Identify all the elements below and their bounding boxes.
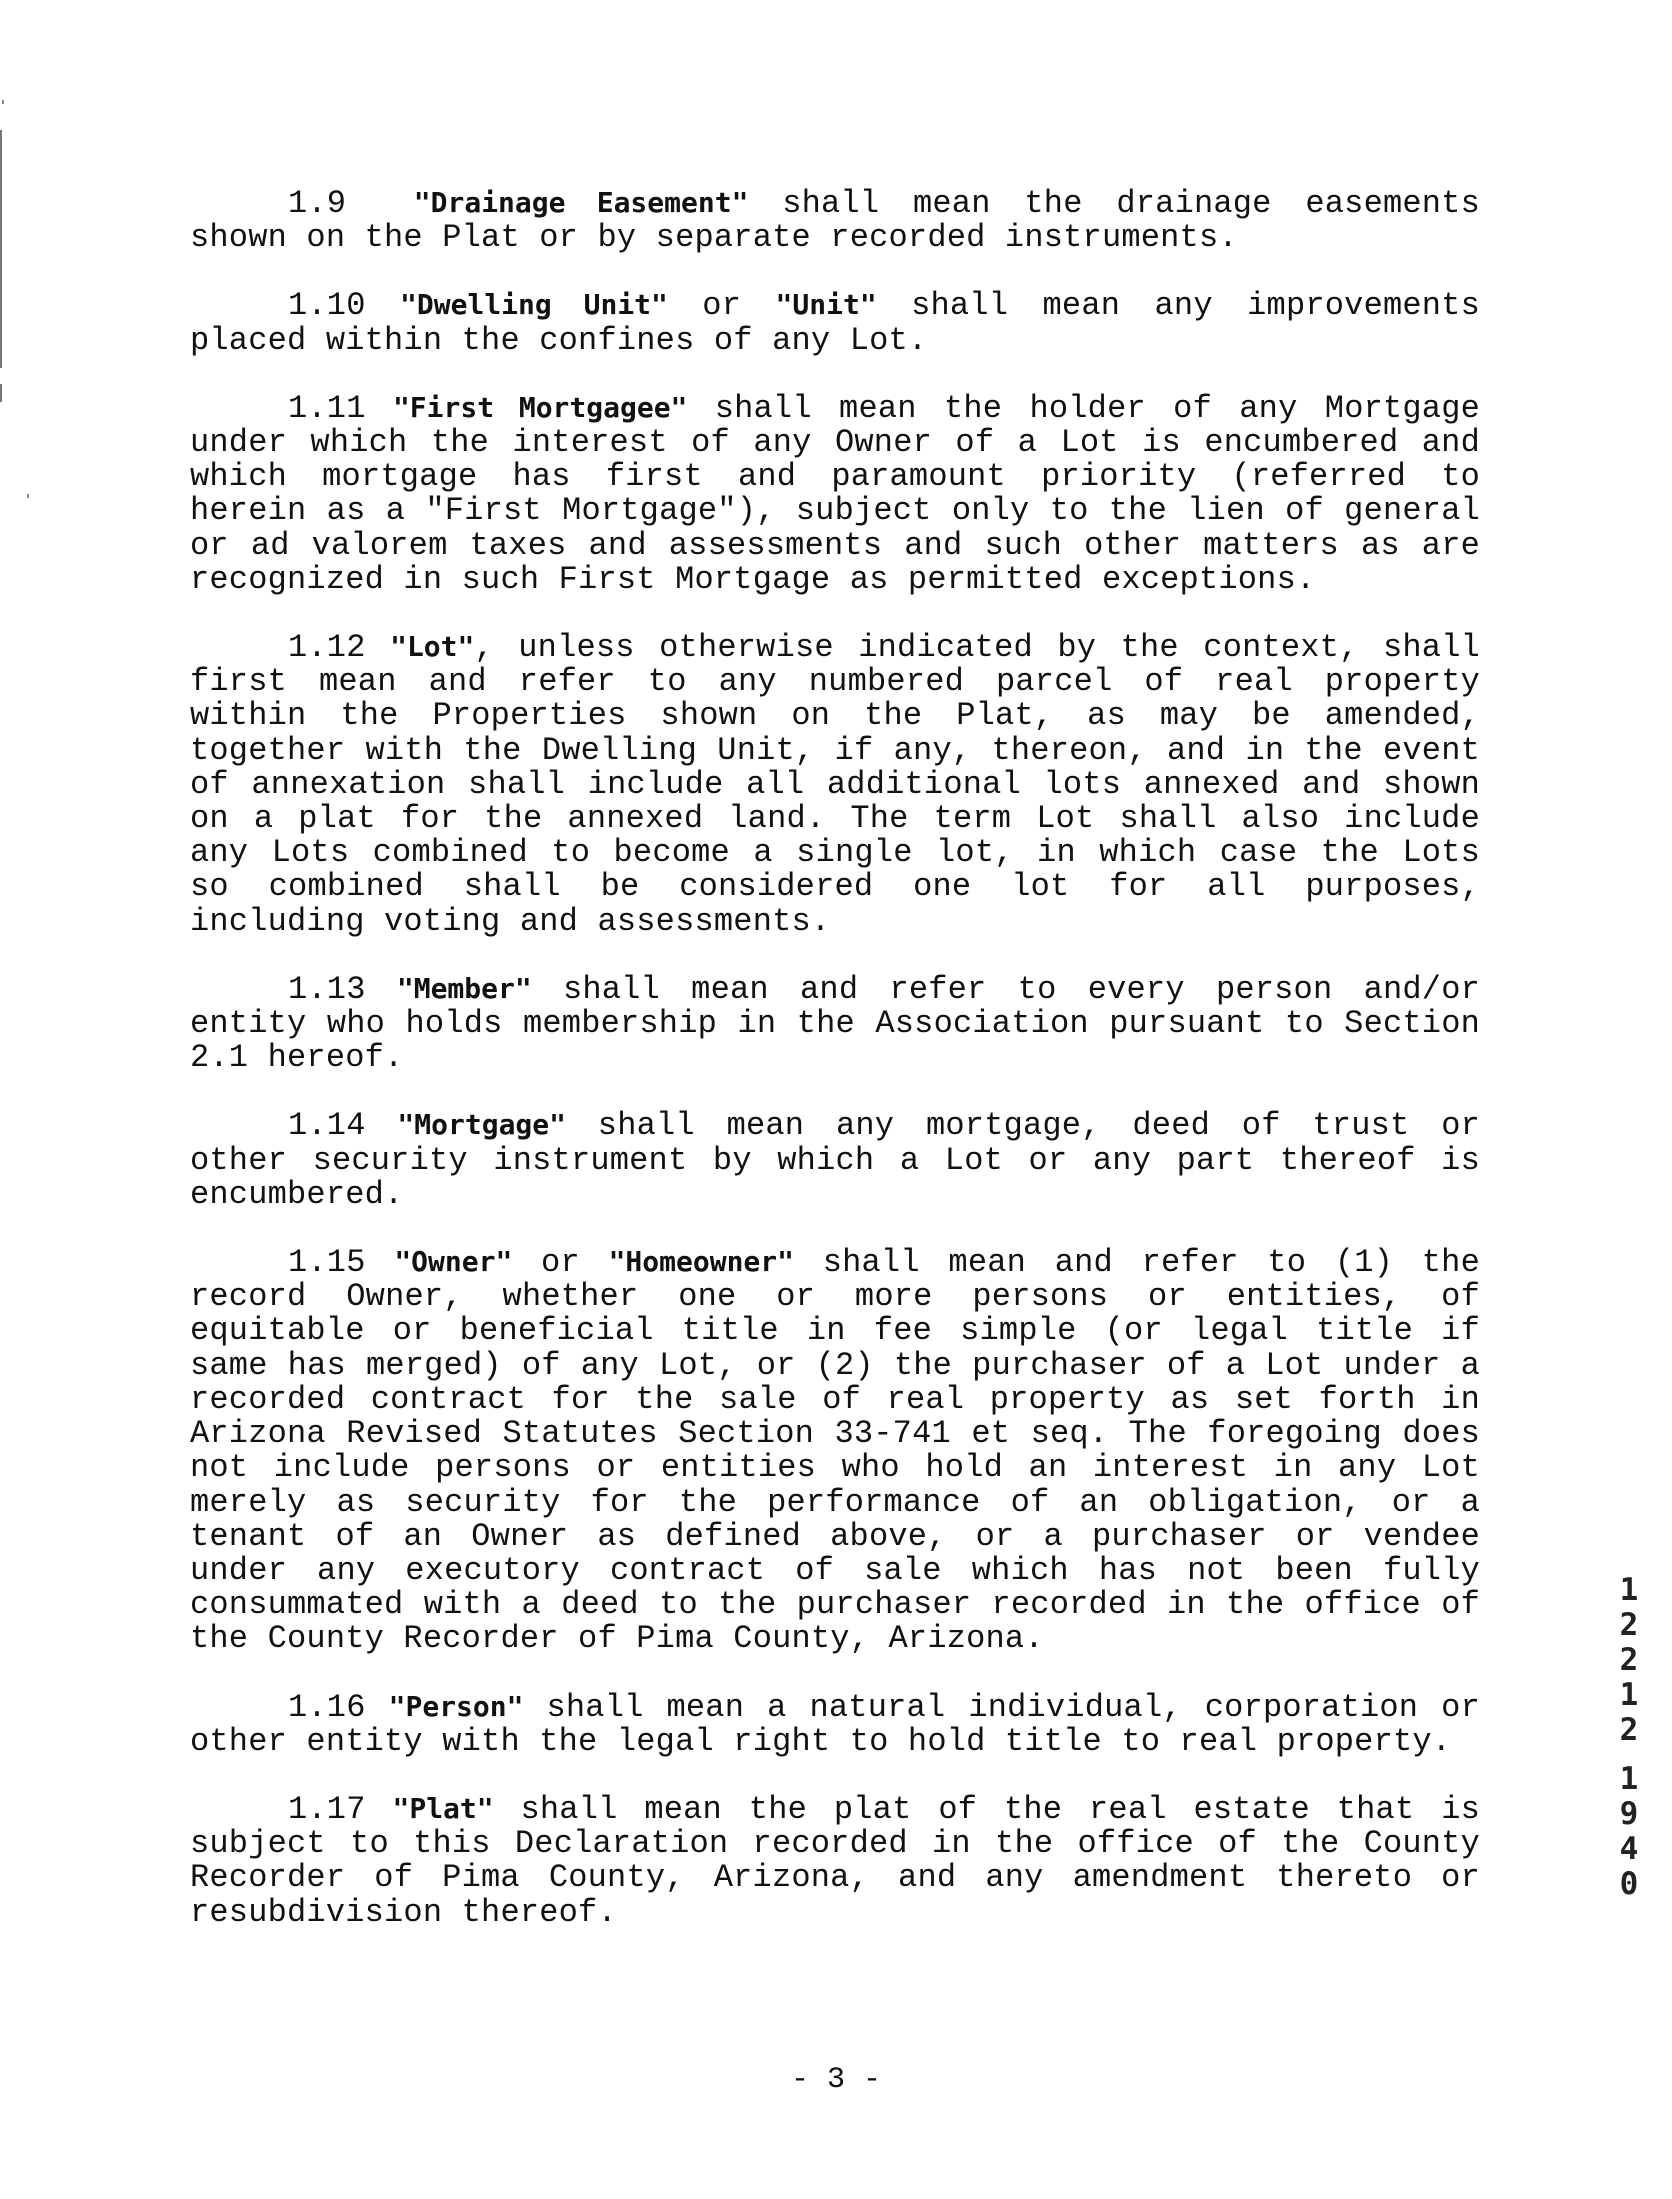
- scan-speck: [27, 494, 29, 498]
- recording-stamp: [1614, 1573, 1644, 1902]
- section-number: 1.14: [288, 1107, 366, 1145]
- scan-speck: [2, 100, 4, 104]
- definition-dwelling-unit: [190, 288, 1480, 357]
- definition-member: [190, 972, 1480, 1076]
- definition-owner: [190, 1245, 1480, 1656]
- definition-text: shall mean a natural individual, corporation or other entity with the legal right to hold title to real property.: [190, 1688, 1480, 1760]
- stamp-gap: [1614, 1748, 1644, 1762]
- defined-term: "Lot": [390, 630, 475, 664]
- docket-digit: 2: [1619, 1607, 1639, 1643]
- definition-mortgage: [190, 1108, 1480, 1212]
- page-digit: 0: [1619, 1866, 1639, 1902]
- definition-lot: [190, 630, 1480, 939]
- definition-first-mortgagee: [190, 391, 1480, 597]
- docket-digit: 1: [1619, 1572, 1639, 1608]
- defined-term: "Plat": [392, 1791, 494, 1825]
- defined-term-alternate: "Homeowner": [608, 1245, 794, 1279]
- section-number: 1.12: [288, 629, 366, 667]
- term-connector: or: [667, 287, 776, 325]
- section-number: 1.17: [288, 1790, 366, 1828]
- defined-term: "Owner": [394, 1245, 513, 1279]
- defined-term: "Drainage Easement": [413, 186, 749, 219]
- defined-term-alternate: "Unit": [775, 288, 877, 322]
- page-digit: 4: [1619, 1831, 1639, 1867]
- docket-digit: 2: [1619, 1712, 1639, 1748]
- scan-edge-mark: [0, 130, 2, 368]
- defined-term: "Person": [388, 1689, 524, 1723]
- definition-text: shall mean and refer to every person and/or entity who holds membership in the Association pursuant to Section 2.1 hereof.: [190, 970, 1480, 1077]
- definition-text: shall mean any improvements placed within the confines of any Lot.: [190, 287, 1480, 359]
- definition-text: shall mean the drainage easements shown on the Plat or by separate recorded instruments.: [190, 185, 1480, 257]
- section-number: 1.9: [288, 185, 347, 222]
- defined-term: "Mortgage": [397, 1108, 566, 1142]
- section-number: 1.16: [288, 1688, 366, 1726]
- docket-digit: 2: [1619, 1642, 1639, 1678]
- definition-plat: [190, 1792, 1480, 1930]
- page-digit: 9: [1619, 1796, 1639, 1832]
- definition-drainage-easement: [190, 186, 1480, 255]
- section-number: 1.15: [288, 1244, 366, 1282]
- defined-term: "Member": [396, 971, 532, 1005]
- section-number: 1.10: [288, 287, 366, 325]
- section-number: 1.11: [288, 389, 366, 427]
- definition-text: shall mean the plat of the real estate that is subject to this Declaration recorded in the office of the County Recorder of Pima County, Arizona, and any amendment thereto or resubdivision thereof.: [190, 1790, 1481, 1931]
- definition-text: , unless otherwise indicated by the context, shall first mean and refer to any numbered parcel of real property within the Properties shown on the Plat, as may be amended, together with the Dwelling Unit, if any, thereon, and in the event of annexation shall include all additional lots annexed and shown on a plat for the annexed land. The term Lot shall also include any Lots combined to become a single lot, in which case the Lots so combined shall be considered one lot for all purposes, including voting and assessments.: [190, 629, 1480, 940]
- scan-edge-mark: [0, 384, 2, 402]
- page-number: - 3 -: [790, 2063, 881, 2097]
- defined-term: "Dwelling Unit": [400, 288, 668, 322]
- definition-person: [190, 1690, 1480, 1759]
- definition-text: shall mean and refer to (1) the record Owner, whether one or more persons or entities, of equitable or beneficial title in fee simple (or legal title if same has merged) of any Lot, or (2) the purchaser of a Lot under a recorded contract for the sale of real property as set forth in Arizona Revised Statutes Section 33-741 et seq. The foregoing does not include persons or entities who hold an interest in any Lot merely as security for the performance of an obligation, or a tenant of an Owner as defined above, or a purchaser or vendee under any executory contract of sale which has not been fully consummated with a deed to the purchaser recorded in the office of the County Recorder of Pima County, Arizona.: [190, 1244, 1480, 1658]
- definitions-list: [190, 186, 1480, 1963]
- section-number: 1.13: [288, 970, 366, 1008]
- definition-text: shall mean any mortgage, deed of trust or other security instrument by which a Lot or any part thereof is encumbered.: [190, 1107, 1481, 1213]
- definition-text: shall mean the holder of any Mortgage under which the interest of any Owner of a Lot is encumbered and which mortgage has first and paramount priority (referred to herein as a "First Mortgage"), subject only to the lien of general or ad valorem taxes and assessments and such other matters as are recognized in such First Mortgage as permitted exceptions.: [190, 389, 1481, 598]
- page-digit: 1: [1619, 1761, 1639, 1797]
- docket-digit: 1: [1619, 1677, 1639, 1713]
- term-connector: or: [512, 1244, 609, 1282]
- defined-term: "First Mortgagee": [392, 390, 688, 424]
